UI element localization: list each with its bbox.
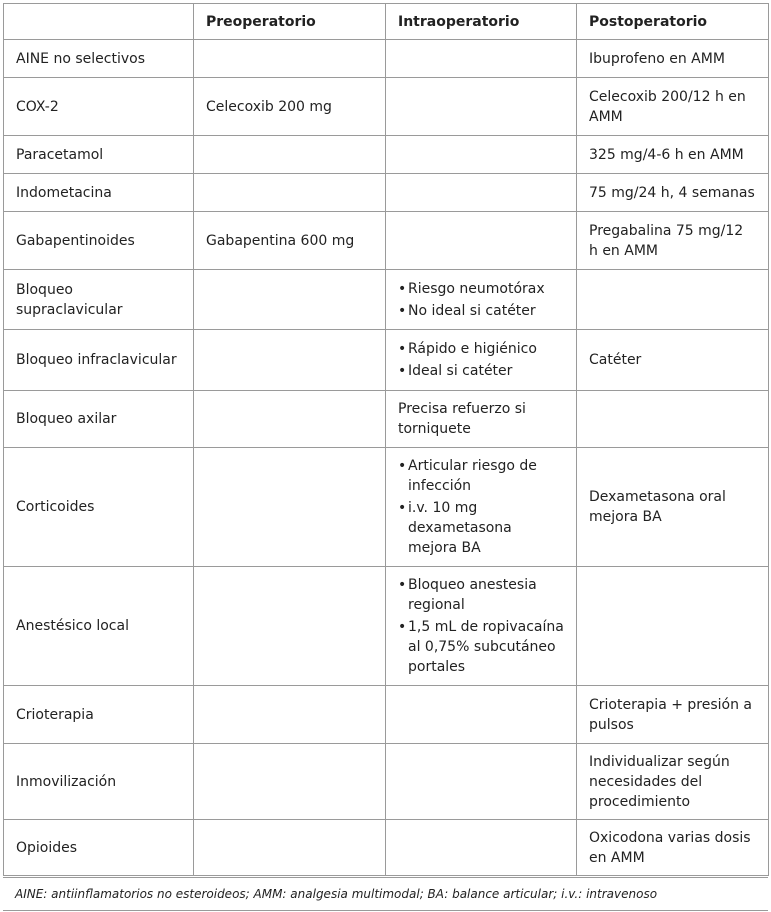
- pre-cell: Celecoxib 200 mg: [194, 78, 386, 136]
- row-label: Bloqueo axilar: [4, 391, 194, 448]
- list-item: • Ideal si catéter: [398, 361, 564, 381]
- table-row: [4, 40, 769, 78]
- row-label: Inmovilización: [4, 744, 194, 820]
- list-item: • 1,5 mL de ropivacaína al 0,75% subcutáneo portales: [398, 617, 564, 677]
- bullet-list: [398, 339, 564, 381]
- row-label: Bloqueo supraclavicular: [4, 270, 194, 330]
- row-label: Corticoides: [4, 448, 194, 567]
- pre-cell: [194, 330, 386, 391]
- pre-cell: [194, 270, 386, 330]
- intra-cell: [386, 744, 577, 820]
- pre-cell: [194, 174, 386, 212]
- pre-cell: [194, 40, 386, 78]
- header-cell-preoperatorio: Preoperatorio: [194, 4, 386, 40]
- post-cell: Oxicodona varias dosis en AMM: [577, 820, 769, 876]
- intra-cell: [386, 270, 577, 330]
- table-row: [4, 270, 769, 330]
- pre-cell: [194, 744, 386, 820]
- post-cell: [577, 270, 769, 330]
- pre-cell: [194, 686, 386, 744]
- bullet-list: [398, 575, 564, 677]
- post-cell: [577, 391, 769, 448]
- table-row: [4, 136, 769, 174]
- intra-cell: [386, 820, 577, 876]
- pre-cell: [194, 448, 386, 567]
- header-cell-intraoperatorio: Intraoperatorio: [386, 4, 577, 40]
- post-cell: Celecoxib 200/12 h en AMM: [577, 78, 769, 136]
- row-label: Gabapentinoides: [4, 212, 194, 270]
- header-cell-postoperatorio: Postoperatorio: [577, 4, 769, 40]
- intra-cell: [386, 212, 577, 270]
- list-item: • i.v. 10 mg dexametasona mejora BA: [398, 498, 564, 558]
- pre-cell: [194, 391, 386, 448]
- list-item: • Articular riesgo de infección: [398, 456, 564, 496]
- list-item: • Bloqueo anestesia regional: [398, 575, 564, 615]
- pre-cell: [194, 136, 386, 174]
- header-cell-empty: [4, 4, 194, 40]
- intra-cell: [386, 330, 577, 391]
- pre-cell: [194, 820, 386, 876]
- table-row: [4, 212, 769, 270]
- intra-cell: [386, 136, 577, 174]
- intra-cell: [386, 686, 577, 744]
- table-row: [4, 686, 769, 744]
- post-cell: Pregabalina 75 mg/12 h en AMM: [577, 212, 769, 270]
- post-cell: [577, 567, 769, 686]
- row-label: Anestésico local: [4, 567, 194, 686]
- row-label: Bloqueo infraclavicular: [4, 330, 194, 391]
- row-label: COX-2: [4, 78, 194, 136]
- intra-cell: [386, 40, 577, 78]
- intra-cell: [386, 174, 577, 212]
- post-cell: Dexametasona oral mejora BA: [577, 448, 769, 567]
- pre-cell: [194, 567, 386, 686]
- table-row: [4, 78, 769, 136]
- table-row: [4, 330, 769, 391]
- post-cell: Catéter: [577, 330, 769, 391]
- intra-cell: [386, 78, 577, 136]
- table-footnote: AINE: antiinflamatorios no esteroideos; AMM: analgesia multimodal; BA: balance articular; i.v.: intravenoso: [3, 877, 768, 911]
- row-label: Indometacina: [4, 174, 194, 212]
- table-row: [4, 744, 769, 820]
- row-label: AINE no selectivos: [4, 40, 194, 78]
- header-row: [4, 4, 769, 40]
- table-row: [4, 567, 769, 686]
- bullet-list: [398, 279, 564, 321]
- list-item: • Rápido e higiénico: [398, 339, 564, 359]
- row-label: Opioides: [4, 820, 194, 876]
- table-row: [4, 448, 769, 567]
- table-row: [4, 391, 769, 448]
- pre-cell: Gabapentina 600 mg: [194, 212, 386, 270]
- post-cell: 75 mg/24 h, 4 semanas: [577, 174, 769, 212]
- table-row: [4, 820, 769, 876]
- table-row: [4, 174, 769, 212]
- post-cell: 325 mg/4-6 h en AMM: [577, 136, 769, 174]
- post-cell: Crioterapia + presión a pulsos: [577, 686, 769, 744]
- list-item: • Riesgo neumotórax: [398, 279, 564, 299]
- row-label: Paracetamol: [4, 136, 194, 174]
- row-label: Crioterapia: [4, 686, 194, 744]
- list-item: • No ideal si catéter: [398, 301, 564, 321]
- bullet-list: [398, 456, 564, 558]
- intra-cell: Precisa refuerzo si torniquete: [386, 391, 577, 448]
- post-cell: Ibuprofeno en AMM: [577, 40, 769, 78]
- post-cell: Individualizar según necesidades del procedimiento: [577, 744, 769, 820]
- intra-cell: [386, 567, 577, 686]
- intra-cell: [386, 448, 577, 567]
- analgesia-table: [3, 3, 769, 876]
